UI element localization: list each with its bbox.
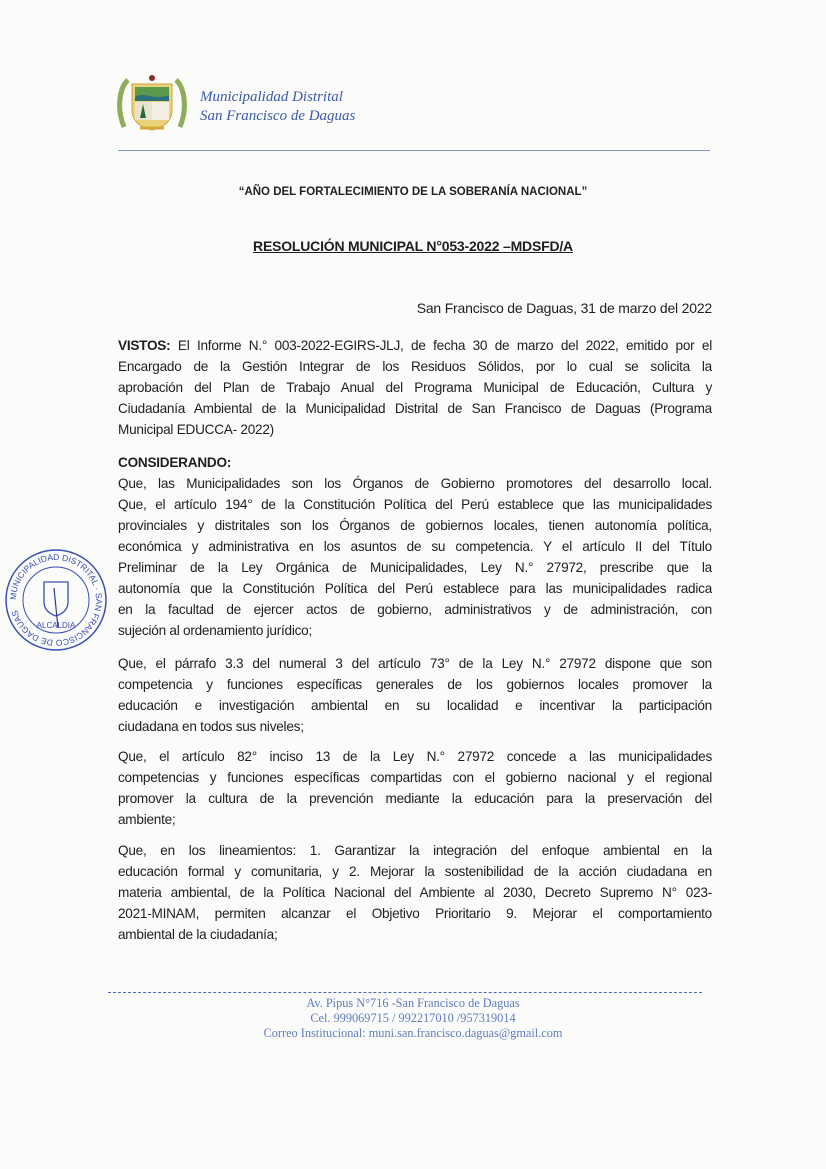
org-name-line1: Municipalidad Distrital [200, 89, 343, 105]
text-line [118, 494, 712, 515]
text-line [118, 515, 712, 536]
text-line-content: El Informe N.° 003-2022-EGIRS-JLJ, de fecha 30 de marzo del 2022, emitido por el [170, 338, 712, 353]
text-line-content: Encargado de la Gestión Integrar de los Residuos Sólidos, por lo cual se solicita la [118, 359, 712, 374]
text-line [118, 924, 712, 945]
vistos-label: VISTOS: [118, 338, 171, 353]
text-line-content: competencias y funciones específicas compartidas con el gobierno nacional y el regional [118, 770, 712, 785]
text-line-content: Que, el artículo 194° de la Constitución Política del Perú establece que las municipalidades [118, 497, 712, 512]
text-line [118, 356, 712, 377]
header-divider [118, 150, 710, 151]
text-line-content: Preliminar de la Ley Orgánica de Municipalidades, Ley N.° 27972, prescribe que la [118, 560, 712, 575]
text-line-content: ambiental de la ciudadanía; [118, 927, 278, 942]
text-line-content: ambiente; [118, 812, 176, 827]
text-line-content: promover la cultura de la prevención mediante la educación para la preservación del [118, 791, 712, 806]
text-line [118, 599, 712, 620]
text-line [118, 809, 712, 830]
text-line-content: Que, las Municipalidades son los Órganos de Gobierno promotores del desarrollo local. [118, 476, 712, 491]
org-name-line2: San Francisco de Daguas [200, 108, 356, 124]
text-line-content: aprobación del Plan de Trabajo Anual del Programa Municipal de Educación, Cultura y [118, 380, 712, 395]
considerando-heading: CONSIDERANDO: [118, 455, 232, 470]
considerando-paragraph-2 [118, 653, 712, 737]
text-line-content: competencia y funciones específicas generales de los gobiernos locales promover la [118, 677, 712, 692]
text-line-content: educación formal y comunitaria, y 2. Mejorar la sostenibilidad de la acción ciudadana en [118, 864, 712, 879]
considerando-paragraph-1 [118, 473, 712, 641]
text-line [118, 840, 712, 861]
municipal-coat-of-arms-logo [116, 72, 188, 134]
text-line-content: materia ambiental, de la Política Nacional del Ambiente al 2030, Decreto Supremo N° 023- [118, 885, 712, 900]
footer-address: Av. Pipus N°716 -San Francisco de Daguas [306, 996, 520, 1010]
resolution-date: San Francisco de Daguas, 31 de marzo del 2022 [416, 300, 712, 316]
org-name [200, 88, 355, 126]
text-line [118, 674, 712, 695]
text-line [118, 746, 712, 767]
text-line [118, 767, 712, 788]
footer-email: Correo Institucional: muni.san.francisco.daguas@gmail.com [263, 1026, 563, 1040]
text-line-content: autonomía que la Constitución Política del Perú establece para las municipalidades radica [118, 581, 712, 596]
text-line-content: económica y administrativa en los asuntos de su competencia. Y el artículo II del Título [118, 539, 712, 554]
footer-contact [0, 996, 826, 1041]
vistos-paragraph [118, 335, 712, 440]
text-line [118, 788, 712, 809]
text-line-content: ciudadana en todos sus niveles; [118, 719, 304, 734]
text-line-content: Que, el párrafo 3.3 del numeral 3 del artículo 73° de la Ley N.° 27972 dispone que son [118, 656, 712, 671]
text-line-content: Municipal EDUCCA- 2022) [118, 422, 274, 437]
text-line [118, 716, 712, 737]
text-line-content: provinciales y distritales son los Órganos de gobiernos locales, tienen autonomía política, [118, 518, 712, 533]
text-line [118, 620, 712, 641]
seal-center-text: ALCALDIA [36, 621, 76, 630]
text-line-content: 2021-MINAM, permiten alcanzar el Objetivo Prioritario 9. Mejorar el comportamiento [118, 906, 712, 921]
text-line-content: Ciudadanía Ambiental de la Municipalidad Distrital de San Francisco de Daguas (Programa [118, 401, 712, 416]
municipal-seal-stamp [4, 548, 108, 652]
text-line [118, 335, 712, 356]
text-line [118, 419, 712, 440]
text-line [118, 557, 712, 578]
seal-ring-text: MUNICIPALIDAD DISTRITAL · SAN FRANCISCO DE DAGUAS [7, 551, 105, 649]
text-line [118, 536, 712, 557]
text-line [118, 903, 712, 924]
considerando-paragraph-4 [118, 840, 712, 945]
text-line [118, 377, 712, 398]
text-line [118, 398, 712, 419]
footer-phones: Cel. 999069715 / 992217010 /957319014 [310, 1011, 516, 1025]
text-line-content: en la facultad de ejercer actos de gobierno, administrativos y de administración, con [118, 602, 712, 617]
text-line-content: Que, en los lineamientos: 1. Garantizar la integración del enfoque ambiental en la [118, 843, 712, 858]
text-line [118, 578, 712, 599]
footer-divider [108, 992, 702, 993]
text-line-content: educación e investigación ambiental en su localidad e incentivar la participación [118, 698, 712, 713]
text-line-content: sujeción al ordenamiento jurídico; [118, 623, 313, 638]
text-line [118, 653, 712, 674]
resolution-title: RESOLUCIÓN MUNICIPAL N°053-2022 –MDSFD/A [253, 238, 573, 254]
text-line [118, 695, 712, 716]
text-line-content: Que, el artículo 82° inciso 13 de la Ley N.° 27972 concede a las municipalidades [118, 749, 712, 764]
text-line [118, 861, 712, 882]
svg-text:MUNICIPALIDAD DISTRITAL · SAN [8, 552, 104, 648]
considerando-paragraph-3 [118, 746, 712, 830]
text-line [118, 882, 712, 903]
text-line [118, 473, 712, 494]
year-motto: “AÑO DEL FORTALECIMIENTO DE LA SOBERANÍA NACIONAL” [238, 186, 588, 198]
